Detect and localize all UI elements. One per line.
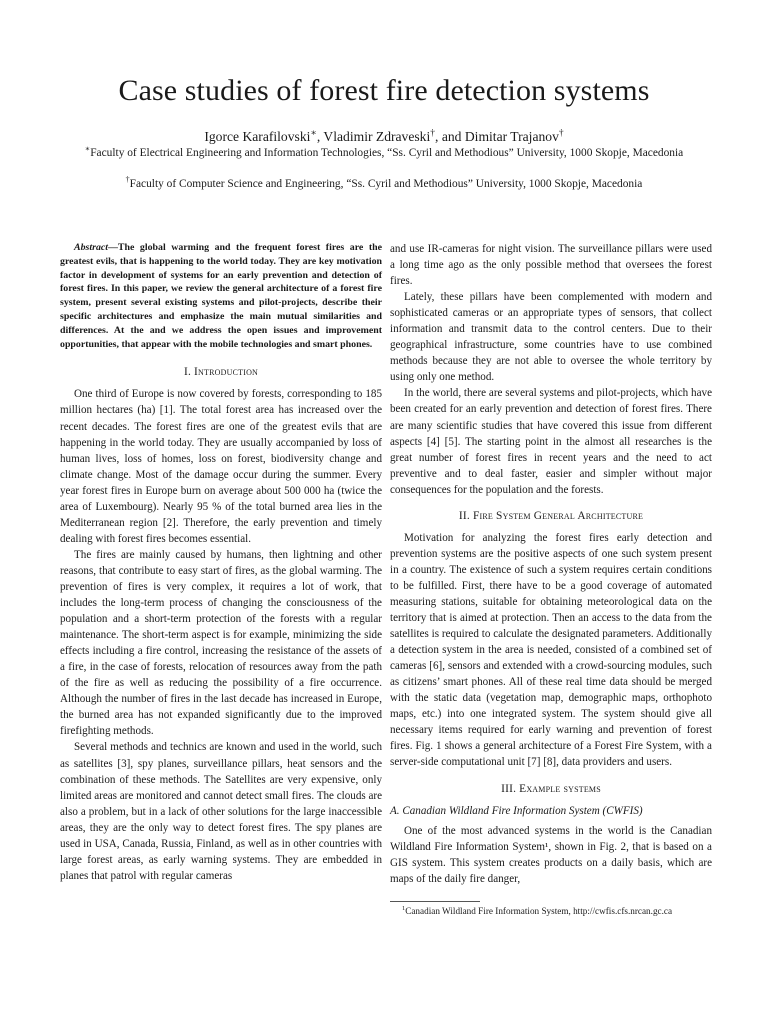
author-name: Dimitar Trajanov [464, 129, 559, 144]
section-heading-introduction: I. Introduction [183, 366, 259, 379]
author-separator: , [316, 129, 324, 144]
footnote [390, 905, 712, 917]
right-column [390, 241, 712, 917]
paragraph: Motivation for analyzing the forest fires early detection and prevention systems are the positive aspects of one such system present in a country. The existence of such a system requires certain conditions to be fulfilled. First, there have to be a good coverage of automated measuring stations, suitable for obtaining meteorological data on the territory that is aimed at protection. Then an access to the data from the satellites is required to calculate the designated parameters. Additionally a detection system in the area is needed, consisted of a combined set of cameras [6], sensors and extended with a crowd-sourcing modules, such as citizens’ smart phones. All of these real time data should be merged with the static data (vegetation map, demographic maps, orthophoto maps, etc.) into one integrated system. The system should give all necessary items required for early warning and prevention of forest fires. Fig. 1 shows a general architecture of a Forest Fire System, with a server-side computational unit [7] [8], data providers and users. [390, 531, 712, 769]
affiliation-text: Faculty of Computer Science and Engineering, “Ss. Cyril and Methodious” University, 1000 Skopje, Macedonia [129, 178, 643, 190]
abstract [60, 241, 382, 351]
paragraph-continued: and use IR-cameras for night vision. The surveillance pillars were used a long time ago as the only possible method that oversees the forest fires. [390, 243, 712, 288]
author-list [0, 128, 768, 146]
author-name: Vladimir Zdraveski [323, 129, 431, 144]
affiliation-mark: † [430, 128, 436, 139]
affiliation-2 [60, 177, 708, 193]
affiliation-mark: † [558, 128, 564, 139]
footnote-text: Canadian Wildland Fire Information System, http://cwfis.cfs.nrcan.gc.ca [405, 905, 673, 916]
paragraph: The fires are mainly caused by humans, then lightning and other reasons, that contribute to easy start of fires, as the global warming. The prevention of fires is very complex, it requires a lot of work, that includes the long-term process of changing the consciousness of the population and a short-term protection of the forests with a regular maintenance. The short-term aspect is for example, minimizing the side effects including a fire control, increasing the resistance of the assets of a fire, in the case of forests, relocation of resources away from the path of the fire as well as reducing the possibility of a fire occurrence. Although the number of fires in the last decade has increased in Europe, the burned area has not expanded significantly due to the improved firefighting methods. [60, 548, 382, 738]
author-separator: , and [435, 129, 465, 144]
section-heading-example-systems: III. Example systems [501, 782, 601, 795]
subsection-heading-cwfis: A. Canadian Wildland Fire Information System (CWFIS) [390, 804, 643, 817]
left-column [60, 241, 382, 884]
paragraph: Lately, these pillars have been complemented with modern and sophisticated cameras or an appropriate types of sensors, that collect information and transmit data to the control centers. Due to their geographical infrastructure, some countries have to use combined methods because they are not able to oversee the whole territory by using only one method. [390, 291, 712, 384]
paragraph: One of the most advanced systems in the world is the Canadian Wildland Fire Information System¹, shown in Fig. 2, that is based on a GIS system. This system creates products on a daily basis, which are maps of the daily fire danger, [390, 824, 712, 885]
paragraph: One third of Europe is now covered by forests, corresponding to 185 million hectares (ha) [1]. The total forest area has increased over the recent decades. The forest fires are one of the greatest evils that are happening in the world today. They are usually accompanied by loss of human lives, loss of homes, loss on forest, biodiversity change and climate change. Most of the damage occur during the summer. Every year forest fires in Europe burn on average about 500 000 ha (twice the area of Luxembourg). Nearly 95 % of the total burned area lies in the Mediterranean region [2]. Therefore, the early prevention and timely dealing with forest fires becomes essential. [60, 388, 382, 545]
footnote-mark: 1 [402, 904, 406, 912]
affiliation-1 [60, 146, 708, 162]
section-heading-architecture: II. Fire System General Architecture [458, 509, 644, 522]
author-name: Igorce Karafilovski [204, 129, 311, 144]
paper-title: Case studies of forest fire detection systems [118, 74, 650, 107]
paragraph: Several methods and technics are known and used in the world, such as satellites [3], spy planes, surveillance pillars, heat sensors and the combination of these methods. The Satellites are very expensive, only limited areas are monitored and cannot detect small fires. The clouds are also a problem, but in a lack of other solutions for the large inaccessible areas, they are the only way to detect forest fires. The spy planes are used in USA, Canada, Russia, Finland, as well as in other countries with large forest areas, as early warning systems. They are embedded in planes that patrol with regular cameras [60, 741, 383, 882]
paragraph: In the world, there are several systems and pilot-projects, which have been created for an early prevention and detection of forest fires. There are many scientific studies that have covered this issue from different aspects [4] [5]. The starting point in the almost all researches is the great number of forest fires in recent years and the need to act preventive and to deal faster, easier and simpler without major consequences for the population and the forests. [390, 387, 712, 496]
footnote-rule [390, 901, 480, 902]
affiliation-mark: ∗ [84, 144, 91, 154]
affiliation-mark: † [125, 175, 130, 185]
abstract-label: Abstract [74, 242, 109, 253]
affiliation-mark: ∗ [310, 128, 317, 139]
affiliation-text: Faculty of Electrical Engineering and Information Technologies, “Ss. Cyril and Methodious” University, 1000 Skopje, Macedonia [90, 147, 684, 159]
abstract-text: —The global warming and the frequent forest fires are the greatest evils, that is happening to the world today. They are key motivation factor in development of systems for an early prevention and detection of forest fires. In this paper, we review the general architecture of a forest fire system, present several existing systems and pilot-projects, describe their specific architectures and emphasize the main mutual similarities and differences. At the and we address the open issues and improvement opportunities, that appear with the mobile technologies and smart phones. [60, 242, 382, 350]
